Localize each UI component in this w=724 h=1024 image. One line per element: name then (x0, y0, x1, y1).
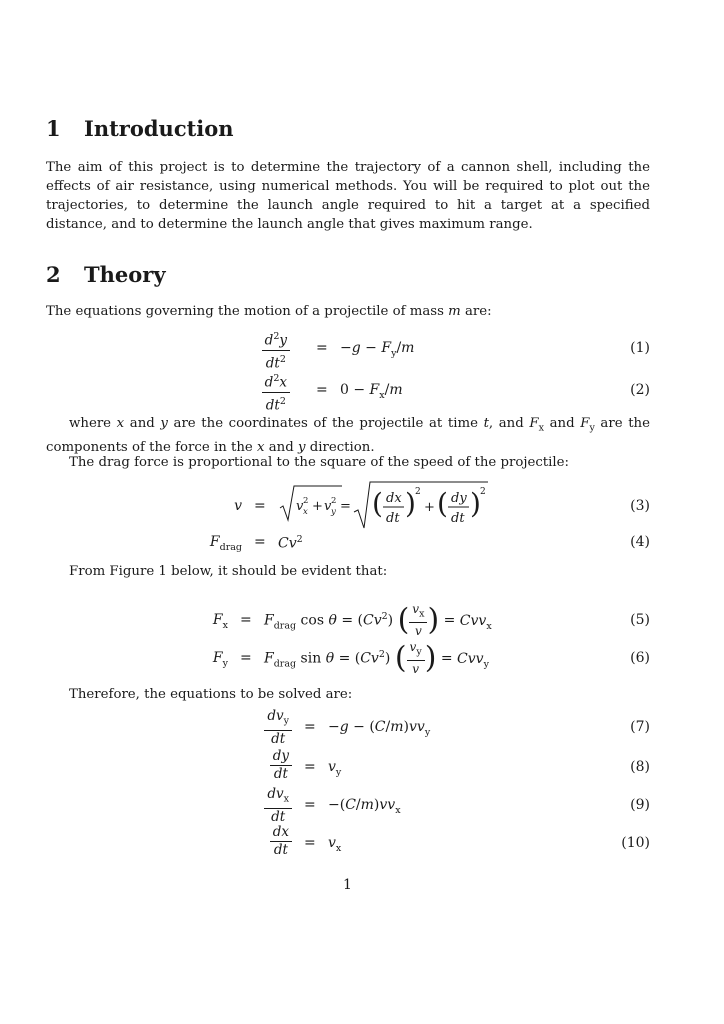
section-2-title: Theory (84, 262, 166, 287)
equation-1-number: (1) (630, 340, 650, 356)
equation-4-number: (4) (630, 534, 650, 550)
equation-7-number: (7) (630, 719, 650, 735)
section-2-number: 2 (46, 262, 61, 287)
svg-text:=: = (340, 499, 351, 514)
therefore-paragraph: Therefore, the equations to be solved are: (69, 687, 353, 702)
section-1-title: Introduction (84, 116, 234, 141)
drag-paragraph: The drag force is proportional to the square of the speed of the projectile: (69, 455, 570, 470)
svg-text:dy: dy (451, 491, 467, 506)
equation-5: $F_x$ = $F_{drag}$ $\cos \theta = (Cv^2)$ ( $\frac{v_x}{v}$ ) = Cvv$_x$ (5) (212, 602, 650, 639)
svg-text:): ) (405, 487, 416, 520)
svg-text:dt: dt (451, 511, 465, 526)
equation-2: $\frac{d^2x}{dt^2}$ = $0 - F_x/m$ (2) (0, 370, 724, 414)
svg-text:v: v (296, 499, 304, 514)
equation-2-number: (2) (630, 382, 650, 398)
svg-text:(: ( (372, 487, 383, 520)
svg-text:2: 2 (480, 487, 486, 497)
equation-6: $F_y$ = $F_{drag}$ $\sin \theta = (Cv^2)$ ( $\frac{v_y}{v}$ ) = Cvv$_y$ (6) (212, 640, 650, 677)
equation-8-number: (8) (630, 759, 650, 775)
sqrt-expression (278, 480, 490, 530)
svg-text:+: + (424, 500, 435, 515)
svg-text:x: x (303, 507, 308, 517)
equation-8: $\frac{dy}{dt}$ = $v_y$ (8) (0, 748, 724, 790)
equation-10-number: (10) (621, 835, 650, 851)
section-2-heading (46, 262, 166, 287)
svg-text:2: 2 (303, 496, 309, 506)
svg-text:dx: dx (386, 491, 402, 506)
figure-paragraph: From Figure 1 below, it should be evident that: (69, 564, 388, 579)
page-number: 1 (343, 877, 352, 893)
svg-text:): ) (470, 487, 481, 520)
section-1-number: 1 (46, 116, 61, 141)
svg-text:+: + (312, 499, 323, 514)
svg-text:2: 2 (415, 487, 421, 497)
svg-text:2: 2 (331, 496, 337, 506)
equation-3: v = v 2 x + v 2 y = ( dx dt ) 2 + ( dy dt ) 2 (3) (0, 478, 724, 534)
svg-text:y: y (331, 507, 336, 517)
svg-text:dt: dt (386, 511, 400, 526)
intro-paragraph: The aim of this project is to determine the trajectory of a cannon shell, including the effects of air resistance, using numerical methods. You will be required to plot out the trajectories, to determine the launch angle required to hit a target at a specified distance, and to determine the launch angle that gives maximum range. (46, 160, 650, 232)
equation-7: $\frac{dv_y}{dt}$ = $-g - (C/m)vv_y$ (7) (0, 708, 724, 750)
section-1-heading (46, 116, 234, 141)
equation-10: $\frac{dx}{dt}$ = $v_x$ (10) (0, 824, 724, 866)
equation-4: $F_{drag}$ = Cv$^2$ (4) (209, 534, 650, 553)
svg-text:v: v (324, 499, 332, 514)
theory-intro-paragraph: The equations governing the motion of a projectile of mass m are: (46, 304, 492, 319)
equation-9: $\frac{dv_x}{dt}$ = $-(C/m)vv_x$ (9) (0, 786, 724, 828)
svg-text:(: ( (437, 487, 448, 520)
where-paragraph: where x and y are the coordinates of the projectile at time t, and $F_x$ and $F_y$ are the components of the force in the x and y direction. (46, 416, 650, 455)
equation-3-number: (3) (630, 498, 650, 514)
equation-6-number: (6) (630, 650, 650, 666)
equation-5-number: (5) (630, 612, 650, 628)
equation-1: $\frac{d^2y}{dt^2}$ = $-g - F_y/m$ (1) (0, 328, 724, 372)
equation-9-number: (9) (630, 797, 650, 813)
